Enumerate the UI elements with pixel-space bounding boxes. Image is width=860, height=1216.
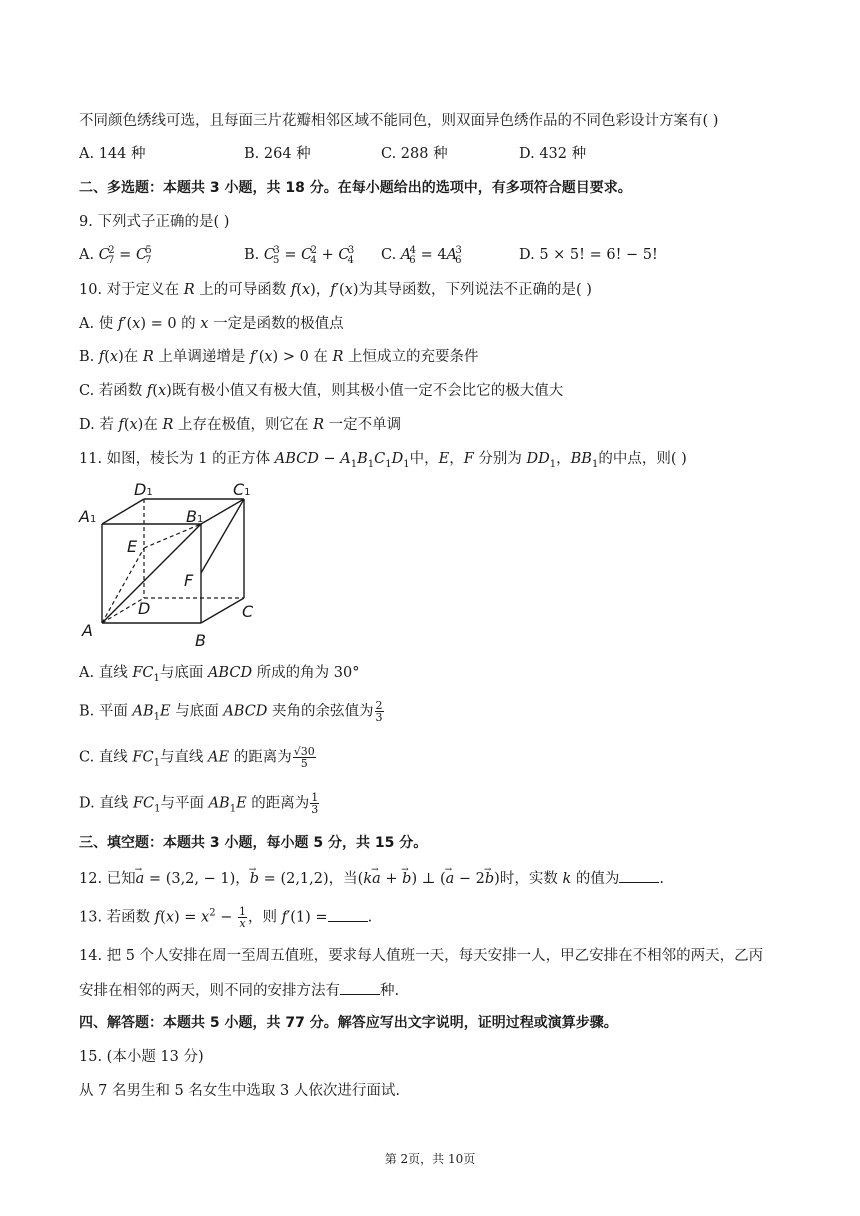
q15-body: 从 7 名男生和 5 名女生中选取 3 人依次进行面试.	[79, 1083, 400, 1099]
q8-option-a: A. 144 种	[79, 146, 146, 162]
label-f: F	[184, 571, 194, 590]
q11-stem: 11. 如图，棱长为 1 的正方体 ABCD − $A_1B_1C_1D_1$中，E，F 分别为 $DD_1$，$BB_1$的中点，则( )	[79, 451, 687, 470]
label-c: C	[242, 602, 254, 621]
cube-figure	[76, 478, 276, 653]
label-a1: A1	[79, 507, 97, 526]
q10-option-b: B. f(x)在 R 上单调递增是 f′(x) > 0 在 R 上恒成立的充要条件	[79, 349, 479, 365]
q13-answer-blank[interactable]	[328, 907, 368, 922]
hidden-segment-e-b1	[144, 524, 201, 548]
label-c1: C1	[233, 480, 251, 499]
q8-option-b: B. 264 种	[244, 146, 311, 162]
q9-option-b: B. $C_5^3 = C_4^2 + C_4^3$	[244, 245, 355, 266]
q14-answer-blank[interactable]	[340, 980, 380, 995]
q14-line2: 安排在相邻的两天，则不同的安排方法有 种.	[79, 980, 399, 1001]
edge-b-c	[201, 598, 244, 623]
q9-option-d: D. 5 × 5! = 6! − 5!	[519, 247, 658, 263]
label-b1: B1	[186, 507, 204, 526]
q15-heading: 15. (本小题 13 分)	[79, 1049, 204, 1065]
edge-b1-c1	[201, 499, 244, 524]
label-e: E	[127, 537, 138, 556]
fraction-one-over-x: $\frac{1}{x}$	[238, 905, 246, 930]
section-fill-in-heading: 三、填空题：本题共 3 小题，每小题 5 分，共 15 分。	[79, 835, 428, 851]
q9-stem: 9. 下列式子正确的是( )	[79, 214, 230, 230]
q10-option-d: D. 若 f(x)在 R 上存在极值，则它在 R 一定不单调	[79, 417, 402, 433]
q12-text: 12. 已知→ a = (3,2, − 1)，→ b = (2,1,2)，当(k→ a + → b) ⊥ (→ a − 2→ b)时，实数 k 的值为 .	[79, 868, 664, 889]
label-d: D	[138, 599, 151, 618]
q11-option-a: A. 直线 $FC_1$与底面 ABCD 所成的角为 30°	[79, 665, 360, 684]
fraction-sqrt30-over-5: $\frac{√30}{5}$	[293, 745, 315, 770]
q14-line1: 14. 把 5 个人安排在周一至周五值班，要求每人值班一天，每天安排一人，甲乙安排在不相邻的两天，乙丙	[79, 948, 764, 964]
segment-f-c1	[201, 499, 244, 573]
label-a: A	[82, 621, 93, 640]
q12-answer-blank[interactable]	[619, 868, 659, 883]
fraction-one-third: $\frac{1}{3}$	[311, 791, 319, 816]
q11-option-c: C. 直线 $FC_1$与直线 AE 的距离为 $\frac{√30}{5}$	[79, 745, 315, 770]
label-d1: D1	[134, 480, 153, 499]
fraction-two-thirds: $\frac{2}{3}$	[375, 699, 383, 724]
q10-option-a: A. 使 f′(x) = 0 的 x 一定是函数的极值点	[79, 316, 344, 332]
q10-option-c: C. 若函数 f(x)既有极小值又有极大值，则其极小值一定不会比它的极大值大	[79, 383, 564, 399]
edge-a1-d1	[102, 499, 144, 524]
q13-text: 13. 若函数 $f(x) = x^2$ − $\frac{1}{x}$ ，则 f′(1) = .	[79, 905, 373, 930]
q8-stem-tail: 不同颜色绣线可选，且每面三片花瓣相邻区域不能同色，则双面异色绣作品的不同色彩设计方案有( )	[79, 113, 719, 129]
q9-option-c: C. $A_6^4 = 4A_6^3$	[381, 245, 462, 266]
q8-option-c: C. 288 种	[381, 146, 448, 162]
section-solution-heading: 四、解答题：本题共 5 小题，共 77 分。解答应写出文字说明，证明过程或演算步骤。	[79, 1015, 618, 1031]
page-number-footer: 第 2页，共 10页	[384, 1152, 476, 1166]
q11-option-b: B. 平面 $AB_1E$ 与底面 ABCD 夹角的余弦值为 $\frac{2}{3}$	[79, 699, 383, 724]
q8-option-d: D. 432 种	[519, 146, 587, 162]
q9-option-a: A. $C_7^2 = C_7^5$	[79, 245, 152, 266]
q10-stem: 10. 对于定义在 R 上的可导函数 f(x)，f′(x)为其导函数，下列说法不正确的是( )	[79, 282, 592, 298]
section-multiple-choice-heading: 二、多选题：本题共 3 小题，共 18 分。在每小题给出的选项中，有多项符合题目要求。	[79, 180, 632, 196]
label-b: B	[195, 631, 206, 650]
q11-option-d: D. 直线 $FC_1$与平面 $AB_1E$ 的距离为 $\frac{1}{3}$	[79, 791, 319, 816]
